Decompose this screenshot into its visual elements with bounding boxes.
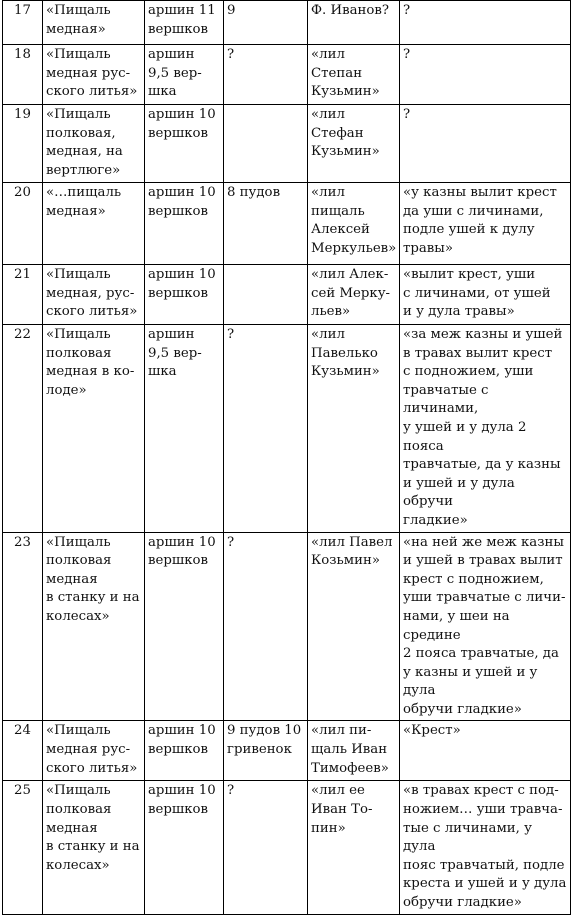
row-number-cell: 23 <box>3 532 43 721</box>
item-decoration-cell: «в травах крест с под- ножием… уши травча- тые с личинами, у дула пояс травчатый, подле креста и ушей и у дула обручи гладкие» <box>400 781 571 914</box>
item-size-cell: аршин 10 вершков <box>145 265 224 325</box>
row-number-cell: 21 <box>3 265 43 325</box>
item-decoration-cell: ? <box>400 45 571 105</box>
item-size-cell: аршин 10 вершков <box>145 105 224 183</box>
row-number-cell: 18 <box>3 45 43 105</box>
item-weight-cell: ? <box>224 532 308 721</box>
item-size-cell: аршин 10 вершков <box>145 532 224 721</box>
item-size-cell: аршин 9,5 вер- шка <box>145 325 224 533</box>
item-size-cell: аршин 9,5 вер- шка <box>145 45 224 105</box>
table-row <box>3 532 571 721</box>
item-name-cell: «Пищаль полковая медная в ко- лоде» <box>43 325 145 533</box>
item-master-cell: «лил пи- щаль Иван Тимофеев» <box>308 721 400 781</box>
item-name-cell: «Пищаль полковая медная в станку и на колесах» <box>43 532 145 721</box>
item-name-cell: «Пищаль медная рус- ского литья» <box>43 45 145 105</box>
item-master-cell: «лил Павел Козьмин» <box>308 532 400 721</box>
item-weight-cell <box>224 105 308 183</box>
item-name-cell: «Пищаль медная» <box>43 1 145 45</box>
item-weight-cell: ? <box>224 781 308 914</box>
table-row <box>3 105 571 183</box>
item-name-cell: «Пищаль медная, рус- ского литья» <box>43 265 145 325</box>
item-weight-cell: ? <box>224 45 308 105</box>
item-name-cell: «Пищаль полковая медная в станку и на колесах» <box>43 781 145 914</box>
row-number-cell: 19 <box>3 105 43 183</box>
item-weight-cell: 9 пудов 10 гривенок <box>224 721 308 781</box>
item-master-cell: «лил Стефан Кузьмин» <box>308 105 400 183</box>
item-size-cell: аршин 10 вершков <box>145 183 224 265</box>
cannon-registry-table <box>2 0 571 915</box>
item-master-cell: «лил Степан Кузьмин» <box>308 45 400 105</box>
item-weight-cell: 9 <box>224 1 308 45</box>
item-size-cell: аршин 10 вершков <box>145 721 224 781</box>
item-master-cell: «лил ее Иван То- пин» <box>308 781 400 914</box>
row-number-cell: 22 <box>3 325 43 533</box>
item-decoration-cell: ? <box>400 105 571 183</box>
item-decoration-cell: «Крест» <box>400 721 571 781</box>
table-row <box>3 45 571 105</box>
table-row <box>3 1 571 45</box>
item-decoration-cell: «у казны вылит крест да уши с личинами, подле ушей к дулу травы» <box>400 183 571 265</box>
table-row <box>3 325 571 533</box>
table-body <box>3 1 571 915</box>
item-master-cell: Ф. Иванов? <box>308 1 400 45</box>
item-weight-cell: ? <box>224 325 308 533</box>
item-name-cell: «Пищаль медная рус- ского литья» <box>43 721 145 781</box>
item-name-cell: «Пищаль полковая, медная, на вертлюге» <box>43 105 145 183</box>
item-decoration-cell: «вылит крест, уши с личинами, от ушей и у дула травы» <box>400 265 571 325</box>
item-master-cell: «лил Павелько Кузьмин» <box>308 325 400 533</box>
item-size-cell: аршин 11 вершков <box>145 1 224 45</box>
table-row <box>3 265 571 325</box>
row-number-cell: 17 <box>3 1 43 45</box>
item-decoration-cell: «за меж казны и ушей в травах вылит крест с подножием, уши травчатые с личинами, у ушей и у дула 2 пояса травчатые, да у казны и ушей и у дула обручи гладкие» <box>400 325 571 533</box>
item-weight-cell <box>224 265 308 325</box>
table-row <box>3 781 571 914</box>
item-name-cell: «…пищаль медная» <box>43 183 145 265</box>
item-decoration-cell: «на ней же меж казны и ушей в травах вылит крест с подножием, уши травчатые с личи- нами, у шеи на средине 2 пояса травчатые, да у казны и ушей и у дула обручи гладкие» <box>400 532 571 721</box>
item-size-cell: аршин 10 вершков <box>145 781 224 914</box>
row-number-cell: 20 <box>3 183 43 265</box>
row-number-cell: 25 <box>3 781 43 914</box>
table-row <box>3 721 571 781</box>
item-master-cell: «лил Алек- сей Мерку- льев» <box>308 265 400 325</box>
item-decoration-cell: ? <box>400 1 571 45</box>
row-number-cell: 24 <box>3 721 43 781</box>
table-row <box>3 183 571 265</box>
item-master-cell: «лил пищаль Алексей Меркульев» <box>308 183 400 265</box>
item-weight-cell: 8 пудов <box>224 183 308 265</box>
